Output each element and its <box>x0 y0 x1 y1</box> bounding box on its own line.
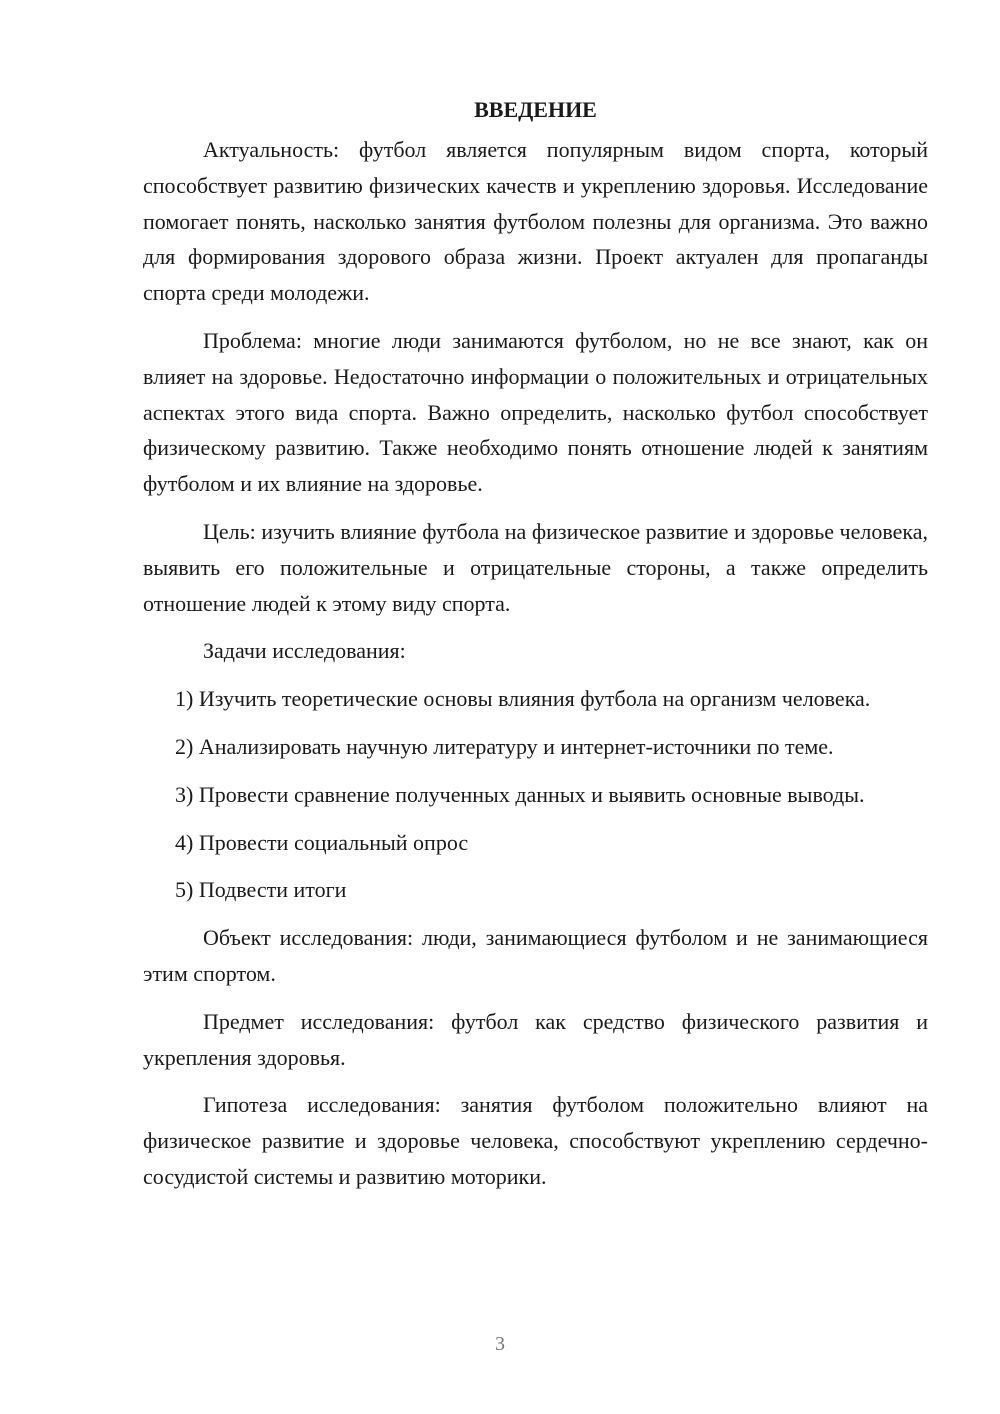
task-item-2: 2) Анализировать научную литературу и интернет-источники по теме. <box>175 733 834 759</box>
paragraph-problem: Проблема: многие люди занимаются футболом, но не все знают, как он влияет на здоровье. Недостаточно информации о положительных и отрицательных аспектах этого вида спорта. Важно определить, насколько футбол способствует физическому развитию. Также необходимо понять отношение людей к занятиям футболом и их влияние на здоровье. <box>143 327 928 497</box>
task-item-5: 5) Подвести итоги <box>175 877 347 903</box>
section-heading: ВВЕДЕНИЕ <box>474 97 597 122</box>
paragraph-tasks-title: Задачи исследования: <box>203 638 406 664</box>
task-item-1: 1) Изучить теоретические основы влияния футбола на организм человека. <box>175 686 871 712</box>
paragraph-hypothesis: Гипотеза исследования: занятия футболом положительно влияют на физическое развитие и здоровье человека, способствуют укреплению сердечно-сосудистой системы и развитию моторики. <box>143 1092 928 1189</box>
task-item-4: 4) Провести социальный опрос <box>175 829 469 855</box>
paragraph-object: Объект исследования: люди, занимающиеся футболом и не занимающиеся этим спортом. <box>143 925 928 986</box>
document-page <box>143 94 928 1207</box>
paragraph-goal: Цель: изучить влияние футбола на физическое развитие и здоровье человека, выявить его положительные и отрицательные стороны, а также определить отношение людей к этому виду спорта. <box>143 518 928 616</box>
task-item-3: 3) Провести сравнение полученных данных и выявить основные выводы. <box>175 781 865 807</box>
paragraph-subject: Предмет исследования: футбол как средство физического развития и укрепления здоровья. <box>143 1008 928 1070</box>
page-number: 3 <box>495 1333 505 1355</box>
paragraph-relevance: Актуальность: футбол является популярным видом спорта, который способствует развитию физических качеств и укреплению здоровья. Исследование помогает понять, насколько занятия футболом полезны для организма. Это важно для формирования здорового образа жизни. Проект актуален для пропаганды спорта среди молодежи. <box>143 137 928 306</box>
